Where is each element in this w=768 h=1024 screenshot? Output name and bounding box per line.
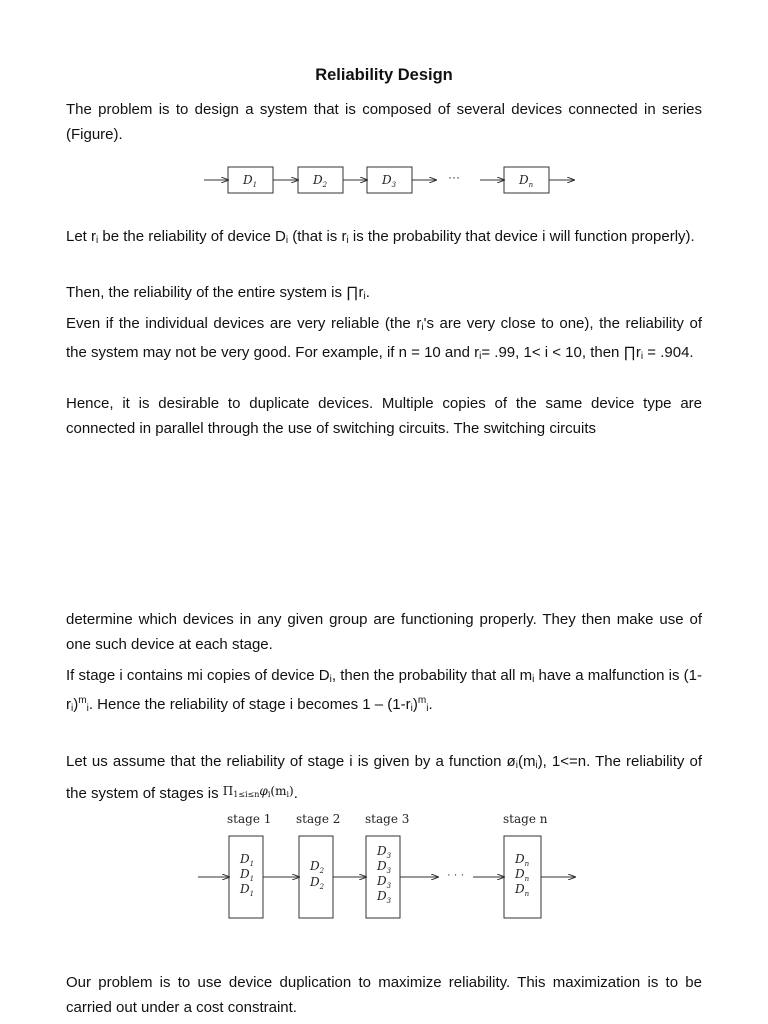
page-title: Reliability Design xyxy=(315,66,453,84)
stage-3-label: stage 3 xyxy=(365,812,410,826)
stage3-device: $D_3$ xyxy=(377,844,392,860)
product-formula: Π1≤i≤nφi(mi) xyxy=(222,783,294,799)
stage-function-paragraph: Let us assume that the reliability of stage i is given by a function $ø_i(m_i)$, 1<=n. The reliability of the system of stages is $^{\Pi_{1\le i\le n}\varphi_i(m_i)}$. xyxy=(66,753,702,802)
example-paragraph: Even if the individual devices are very reliable (the $r_i's$ are very close to one), the reliability of the system may not be very good. For example, if n = 10 and $r_i= .99$, 1< i < 10, then $\prod r_i = .904$. xyxy=(66,315,702,362)
stages-figure xyxy=(195,808,585,928)
reliability-definition-paragraph: Let $r_i$ be the reliability of device $D_i$ (that is $r_i$ is the probability that device i will function properly). xyxy=(66,228,695,246)
stagen-device: $D_n$ xyxy=(515,867,530,883)
device-label-d2: $D_2$ xyxy=(313,173,328,189)
stage-2-label: stage 2 xyxy=(296,812,341,826)
stage-malfunction-paragraph: If stage i contains mi copies of device $D_i$, then the probability that all $m_i$ have a malfunction is $(1-r_i)^m_i$. Hence the reliability of stage i becomes $1 - (1-r_i)^m_i$. xyxy=(66,667,703,714)
stage-ellipsis: · · · xyxy=(447,869,465,881)
duplication-paragraph: Hence, it is desirable to duplicate devices. Multiple copies of the same device type are connected in parallel through the use of switching circuits. The switching circuits xyxy=(66,395,702,437)
ellipsis: ··· xyxy=(448,170,460,184)
device-label-d1: $D_1$ xyxy=(243,173,258,189)
stage1-device: $D_1$ xyxy=(240,867,255,883)
stage3-device: $D_3$ xyxy=(377,889,392,905)
stage2-device: $D_2$ xyxy=(310,875,325,891)
stage1-device: $D_1$ xyxy=(240,852,255,868)
stage-1-label: stage 1 xyxy=(227,812,272,826)
intro-paragraph: The problem is to design a system that is composed of several devices connected in series (Figure). xyxy=(66,101,702,143)
stage1-device: $D_1$ xyxy=(240,882,255,898)
switching-paragraph: determine which devices in any given group are functioning properly. They then make use of one such device at each stage. xyxy=(66,611,702,653)
stage-n-label: stage n xyxy=(503,812,548,826)
system-reliability-paragraph: Then, the reliability of the entire system is $\prod r_i$. xyxy=(66,284,370,302)
conclusion-paragraph: Our problem is to use device duplication to maximize reliability. This maximization is to be carried out under a cost constraint. xyxy=(66,974,702,1016)
stagen-device: $D_n$ xyxy=(515,882,530,898)
stage2-device: $D_2$ xyxy=(310,859,325,875)
device-label-dn: $D_n$ xyxy=(519,173,534,189)
stage3-device: $D_3$ xyxy=(377,874,392,890)
stage3-device: $D_3$ xyxy=(377,859,392,875)
device-label-d3: $D_3$ xyxy=(382,173,397,189)
series-devices-figure xyxy=(200,164,580,196)
stagen-device: $D_n$ xyxy=(515,852,530,868)
